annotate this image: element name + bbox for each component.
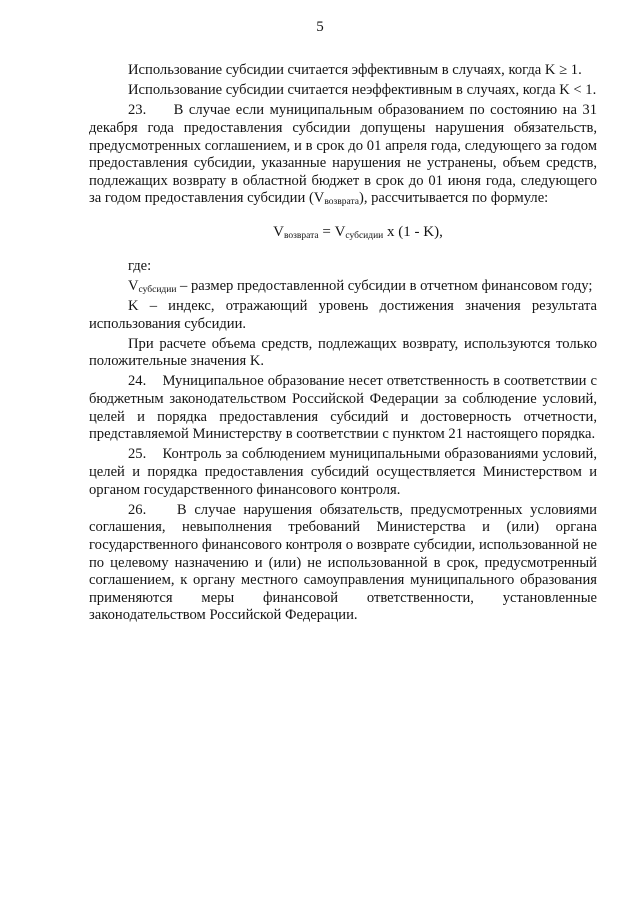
paragraph-positive-values: При расчете объема средств, подлежащих возврату, используются только положительные значения K. <box>89 335 597 370</box>
paragraph-ineffective: Использование субсидии считается неэффективным в случаях, когда K < 1. <box>128 82 597 99</box>
paragraph-23-subscript: возврата <box>324 197 359 208</box>
definition-v-subsidy <box>89 278 597 296</box>
paragraph-26: 26. В случае нарушения обязательств, предусмотренных условиями соглашения, невыполнения требований Министерства и (или) органа государственного финансового контроля о возврате субсидии, использованной не по целевому назначению и (или) не использованной в срок, предусмотренный соглашением, к органу местного самоуправления муниципального образования применяются меры финансовой ответственности, установленные законодательством Российской Федерации. <box>89 501 597 624</box>
formula-sub-subsidy: субсидии <box>345 230 384 241</box>
formula-sub-refund: возврата <box>283 230 319 241</box>
definition-v-text: – размер предоставленной субсидии в отчетном финансовом году; <box>176 277 593 294</box>
paragraph-effective: Использование субсидии считается эффективным в случаях, когда K ≥ 1. <box>128 62 582 78</box>
refund-formula <box>89 224 597 242</box>
definition-k: K – индекс, отражающий уровень достижения значения результата использования субсидии. <box>89 297 597 332</box>
paragraph-24: 24. Муниципальное образование несет ответственность в соответствии с бюджетным законодательством Российской Федерации за соблюдение условий, целей и порядка предоставления субсидий и достоверность отчетности, представляемой Министерству в соответствии с пунктом 21 настоящего порядка. <box>89 373 597 443</box>
page-number: 5 <box>316 19 324 35</box>
paragraph-23-text-end: ), рассчитывается по формуле: <box>358 190 549 207</box>
document-body <box>89 62 597 628</box>
formula-rest: x (1 - K), <box>383 223 443 240</box>
definition-v-subscript: субсидии <box>138 284 177 295</box>
paragraph-23 <box>89 102 597 208</box>
where-label: где: <box>128 257 152 274</box>
paragraph-25: 25. Контроль за соблюдением муниципальными образованиями условий, целей и порядка предоставления субсидий осуществляется Министерством и органом государственного финансового контроля. <box>89 446 597 498</box>
paragraph-23-text: 23. В случае если муниципальным образованием по состоянию на 31 декабря года предоставления субсидии допущены нарушения обязательств, предусмотренных соглашением, и в срок до 01 апреля года, следующего за годом предоставления субсидии, указанные нарушения не устранены, объем средств, подлежащих возврату в областной бюджет в срок до 01 июня года, следующего за годом предоставления субсидии (V <box>89 102 597 207</box>
formula-v-refund: V <box>273 223 284 240</box>
definition-v: V <box>128 277 139 294</box>
formula-equals-v: = V <box>318 223 346 240</box>
